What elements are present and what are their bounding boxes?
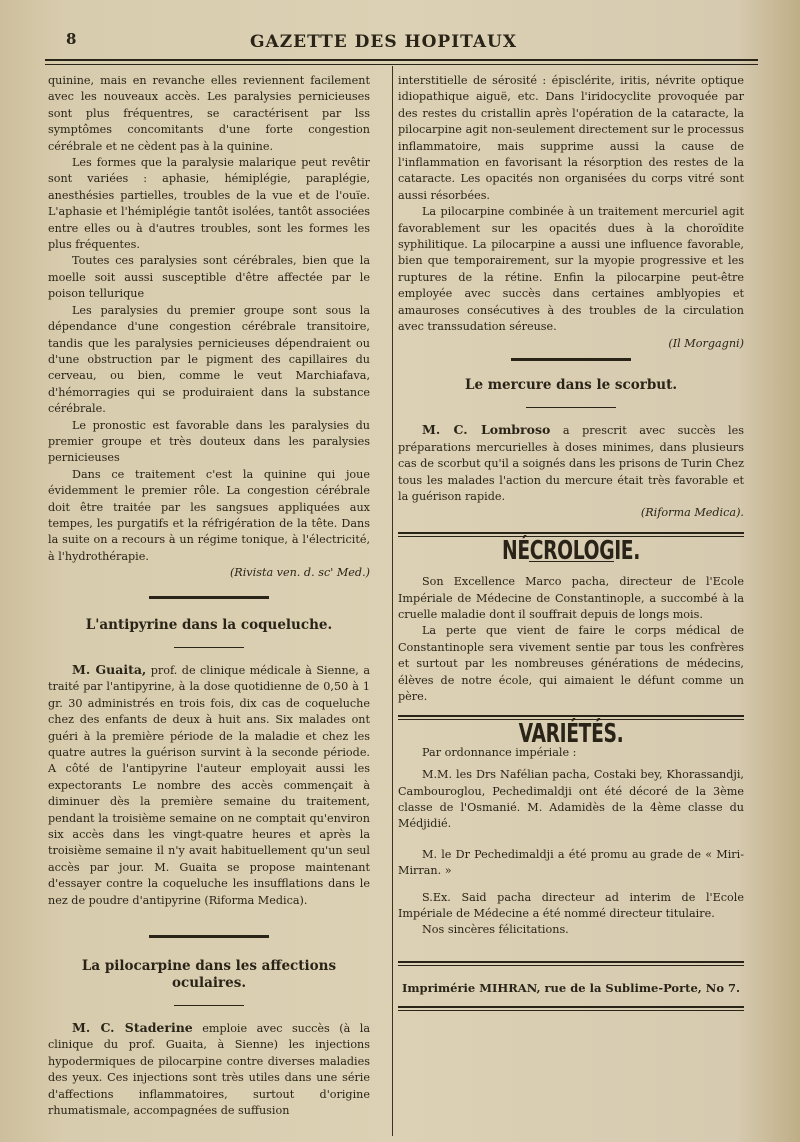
paragraph: S.Ex. Said pacha directeur ad interim de l'Ecole Impériale de Médecine a été nommé directeur titulaire. bbox=[398, 890, 744, 921]
paragraph: Nos sincères félicitations. bbox=[422, 923, 569, 937]
paragraph: Les formes que la paralysie malarique peut revêtir sont variées : aphasie, hémiplégie, paraplégie, anesthésies partielles, troubles de la vue et de l'ouïe. L'aphasie et l'hémiplégie tantôt isolées, tantôt associées entre elles ou à d'autres troubles, sont les formes les plus fréquentes. bbox=[48, 156, 370, 252]
paragraph: Les paralysies du premier groupe sont sous la dépendance d'une congestion cérébrale transitoire, tandis que les paralysies pernicieuses dépendraient ou d'une obstruction par le pigment des capillaires du cerveau, ou bien, comme le veut Marchiafava, d'hémorragies qui se produiraient dans la substance cérébrale. bbox=[48, 303, 370, 416]
article-title: L'antipyrine dans la coqueluche. bbox=[85, 616, 333, 633]
header-rule bbox=[45, 59, 758, 65]
section-rule bbox=[398, 961, 744, 966]
masthead-title: GAZETTE DES HOPITAUX bbox=[250, 32, 518, 52]
paragraph: La pilocarpine combinée à un traitement mercuriel agit favorablement sur les opacités dues à la choroïdite syphilitique. La pilocarpine a aussi une influence favorable, bien que temporairement, sur la myopie progressive et les ruptures de la rétine. Enfin la pilocarpine peut-être employée avec succès dans certaines amblyopies et amauroses consécutives à des troubles de la circulation avec transsudation séreuse. bbox=[398, 205, 744, 334]
author-name: M. Guaita, bbox=[72, 662, 147, 677]
title-rule bbox=[174, 647, 244, 648]
paragraph: Le pronostic est favorable dans les paralysies du premier groupe et très douteux dans les paralysies pernicieuses bbox=[48, 418, 370, 465]
footer-rule bbox=[398, 1006, 744, 1011]
right-column bbox=[398, 73, 744, 1011]
article-body: M. C. Staderine emploie avec succès (à la clinique du prof. Guaita, à Sienne) les injections hypodermiques de pilocarpine contre diverses maladies des yeux. Ces injections sont très utiles dans une série d'affections inflammatoires, surtout d'origine rhumatismale, accompagnées de suffusion bbox=[48, 1019, 370, 1117]
varietes-heading: VARIÉTÉS. bbox=[518, 719, 624, 750]
paragraph: Son Excellence Marco pacha, directeur de l'Ecole Impériale de Médecine de Constantinople, a succombé à la cruelle maladie dont il souffrait depuis de longs mois. bbox=[398, 575, 744, 621]
title-rule bbox=[174, 1005, 244, 1006]
printer-imprint: Imprimérie MIHRAN, rue de la Sublime-Porte, No 7. bbox=[401, 980, 740, 995]
section-rule bbox=[149, 596, 269, 599]
article-title: La pilocarpine dans les affections oculaires. bbox=[81, 958, 337, 991]
article-body: M. C. Lombroso a prescrit avec succès les préparations mercurielles à doses minimes, dans plusieurs cas de scorbut qu'il a soignés dans les prisons de Turin Chez tous les malades l'action du mercure était très favorable et la guérison rapide. bbox=[398, 422, 744, 503]
source-citation: (Il Morgagni) bbox=[668, 336, 744, 350]
necrologie-heading: NÉCROLOGIE. bbox=[502, 535, 640, 566]
paragraph: interstitielle de sérosité : épisclérite, iritis, névrite optique idiopathique aiguë, etc. Dans l'iridocyclite provoquée par des restes du cristallin après l'opération de la cataracte, la pilocarpine agit non-seulement directement sur le processus inflammatoire, mais supprime aussi la cause de l'inflammation en favorisant la résorption des restes de la cataracte. Les opacités non organisées du corps vitré sont aussi résorbées. bbox=[398, 74, 744, 202]
section-rule bbox=[149, 935, 269, 938]
source-citation: (Riforma Medica). bbox=[640, 506, 744, 520]
section-rule bbox=[511, 358, 631, 361]
paragraph: Dans ce traitement c'est la quinine qui joue évidemment le premier rôle. La congestion cérébrale doit être traitée par les sangsues appliquées aux tempes, les purgatifs et la réfrigération de la tête. Dans la suite on a recours à un régime tonique, à l'électricité, à l'hydrothérapie. bbox=[48, 467, 370, 563]
paragraph: quinine, mais en revanche elles reviennent facilement avec les nouveaux accès. Les paralysies pernicieuses sont plus fréquentres, se caractérisent par lss symptômes concomitants d'une forte congestion cérébrale et ne cèdent pas à la quinine. bbox=[48, 74, 370, 153]
paragraph: Toutes ces paralysies sont cérébrales, bien que la moelle soit aussi susceptible d'être affectée par le poison tellurique bbox=[48, 254, 370, 301]
source-citation: (Rivista ven. d. sc' Med.) bbox=[229, 566, 370, 580]
paragraph: M. le Dr Pechedimaldji a été promu au grade de « Miri-Mirran. » bbox=[398, 847, 744, 878]
paragraph: La perte que vient de faire le corps médical de Constantinople sera vivement sentie par tous les confrères et surtout par les nombreuses générations de médecins, élèves de notre école, qui aimaient le défunt comme un père. bbox=[398, 624, 744, 703]
article-body: M. Guaita, prof. de clinique médicale à Sienne, a traité par l'antipyrine, à la dose quotidienne de 0,50 à 1 gr. 30 administrés en trois fois, dix cas de coqueluche chez des enfants de deux à huit ans. Six malades ont guéri à la première période de la maladie et chez les quatre autres la guérison survint à la seconde période. A côté de l'antipyrine l'auteur employait aussi les expectorants Le nombre des accès commençait à diminuer dès la première semaine du traitement, pendant la troisième semaine on ne comptait qu'environ six accès dans les vingt-quatre heures et après la troisième semaine il n'y avait habituellement qu'un seul accès par jour. M. Guaita se propose maintenant d'essayer contre la coqueluche les insufflations dans le nez de poudre d'antipyrine (Riforma Medica). bbox=[48, 662, 370, 907]
page-number: 8 bbox=[66, 30, 77, 48]
left-column bbox=[48, 73, 370, 1119]
paragraph: M.M. les Drs Nafélian pacha, Costaki bey, Khorassandji, Cambouroglou, Pechedimaldji ont été décoré de la 3ème classe de l'Osmanié. M. Adamidès de la 4ème classe du Médjidié. bbox=[398, 768, 744, 831]
paragraph: Par ordonnance impériale : bbox=[422, 745, 577, 759]
author-name: M. C. Lombroso bbox=[422, 422, 551, 438]
title-rule bbox=[526, 407, 616, 408]
article-title: Le mercure dans le scorbut. bbox=[464, 376, 678, 393]
author-name: M. C. Staderine bbox=[72, 1019, 193, 1035]
column-divider bbox=[392, 66, 393, 1136]
